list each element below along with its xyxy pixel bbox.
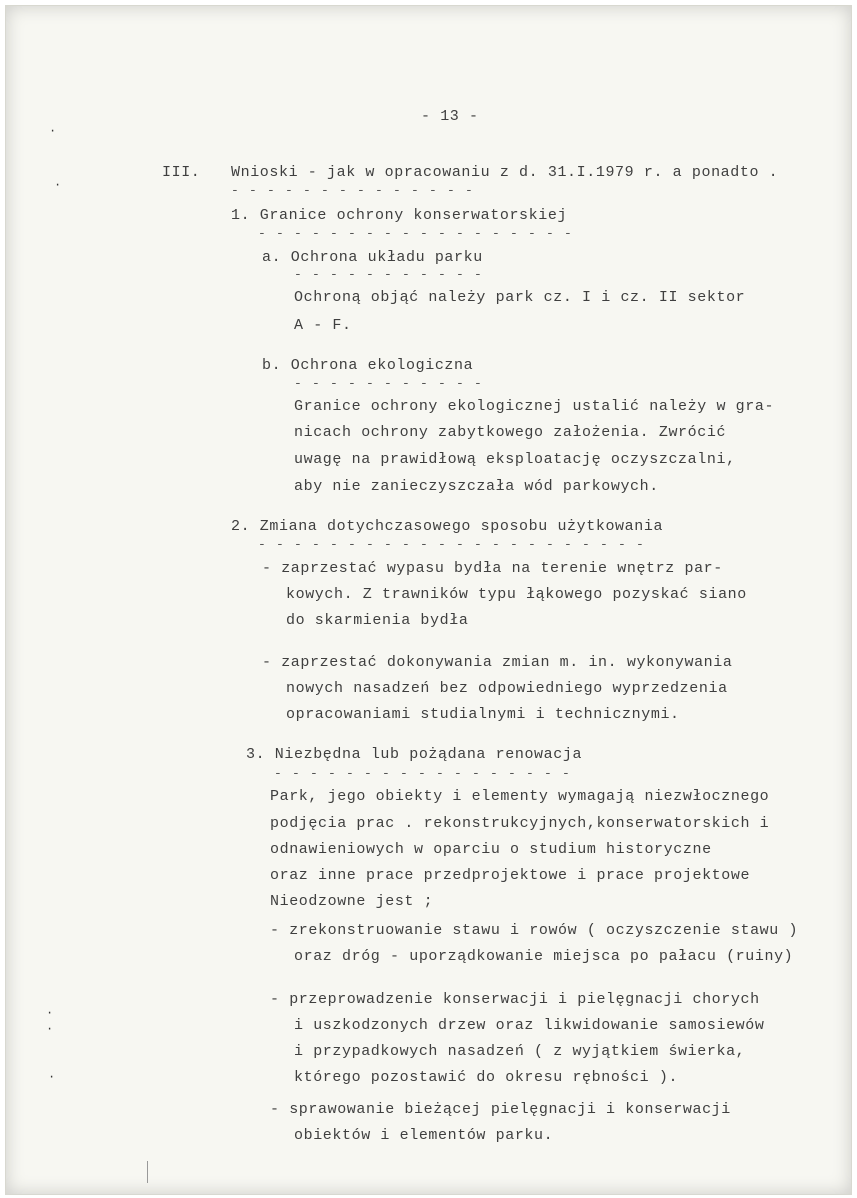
item3-bullet2-line: - przeprowadzenie konserwacji i pielęgnacji chorych bbox=[270, 991, 760, 1008]
document-page bbox=[5, 5, 852, 1195]
item3-bullet2-line: i uszkodzonych drzew oraz likwidowanie samosiewów bbox=[294, 1017, 765, 1034]
speck-mark: · bbox=[48, 1070, 56, 1084]
speck-mark: · bbox=[46, 1006, 54, 1020]
item3-underline: - - - - - - - - - - - - - - - - - bbox=[274, 766, 572, 781]
item1b-heading: b. Ochrona ekologiczna bbox=[262, 357, 474, 374]
item1b-line: aby nie zanieczyszczała wód parkowych. bbox=[294, 478, 659, 495]
item3-line: oraz inne prace przedprojektowe i prace projektowe bbox=[270, 867, 751, 884]
item3-bullet1-line: oraz dróg - uporządkowanie miejsca po pałacu (ruiny) bbox=[294, 948, 794, 965]
speck-mark: · bbox=[49, 124, 57, 138]
item2-bullet1-line: - zaprzestać wypasu bydła na terenie wnętrz par- bbox=[262, 560, 723, 577]
item2-bullet2-line: opracowaniami studialnymi i technicznymi. bbox=[286, 706, 680, 723]
item2-bullet2-line: nowych nasadzeń bez odpowiedniego wyprzedzenia bbox=[286, 680, 728, 697]
item1-heading: 1. Granice ochrony konserwatorskiej bbox=[231, 207, 568, 224]
item3-bullet3-line: obiektów i elementów parku. bbox=[294, 1127, 554, 1144]
page-number: - 13 - bbox=[421, 108, 479, 125]
item3-bullet3-line: - sprawowanie bieżącej pielęgnacji i konserwacji bbox=[270, 1101, 731, 1118]
section-underline: - - - - - - - - - - - - - - bbox=[231, 183, 475, 198]
item1a-line: A - F. bbox=[294, 317, 352, 334]
speck-mark: · bbox=[54, 178, 62, 192]
item1a-underline: - - - - - - - - - - - bbox=[294, 267, 484, 282]
item2-bullet2-line: - zaprzestać dokonywania zmian m. in. wykonywania bbox=[262, 654, 733, 671]
item1b-line: Granice ochrony ekologicznej ustalić należy w gra- bbox=[294, 398, 775, 415]
item2-bullet1-line: kowych. Z trawników typu łąkowego pozyskać siano bbox=[286, 586, 747, 603]
speck-mark: · bbox=[46, 1022, 54, 1036]
item3-heading: 3. Niezbędna lub pożądana renowacja bbox=[246, 746, 583, 763]
item1b-line: uwagę na prawidłową eksploatację oczyszczalni, bbox=[294, 451, 736, 468]
item1b-underline: - - - - - - - - - - - bbox=[294, 376, 484, 391]
item3-line: Nieodzowne jest ; bbox=[270, 893, 434, 910]
item3-line: podjęcia prac . rekonstrukcyjnych,konserwatorskich i bbox=[270, 815, 770, 832]
item1a-heading: a. Ochrona układu parku bbox=[262, 249, 483, 266]
item1-underline: - - - - - - - - - - - - - - - - - - bbox=[258, 226, 574, 241]
section-title: Wnioski - jak w opracowaniu z d. 31.I.1979 r. a ponadto . bbox=[231, 164, 779, 181]
section-numeral: III. bbox=[162, 164, 201, 181]
item3-line: odnawieniowych w oparciu o studium historyczne bbox=[270, 841, 712, 858]
item1a-line: Ochroną objąć należy park cz. I i cz. II sektor bbox=[294, 289, 746, 306]
item1b-line: nicach ochrony zabytkowego założenia. Zwrócić bbox=[294, 424, 727, 441]
item3-bullet2-line: którego pozostawić do okresu rębności ). bbox=[294, 1069, 679, 1086]
item3-line: Park, jego obiekty i elementy wymagają niezwłocznego bbox=[270, 788, 770, 805]
scratch-mark bbox=[147, 1161, 148, 1183]
item2-heading: 2. Zmiana dotychczasowego sposobu użytkowania bbox=[231, 518, 664, 535]
item2-underline: - - - - - - - - - - - - - - - - - - - - - - bbox=[258, 537, 646, 552]
item3-bullet1-line: - zrekonstruowanie stawu i rowów ( oczyszczenie stawu ) bbox=[270, 922, 799, 939]
item2-bullet1-line: do skarmienia bydła bbox=[286, 612, 469, 629]
item3-bullet2-line: i przypadkowych nasadzeń ( z wyjątkiem świerka, bbox=[294, 1043, 746, 1060]
